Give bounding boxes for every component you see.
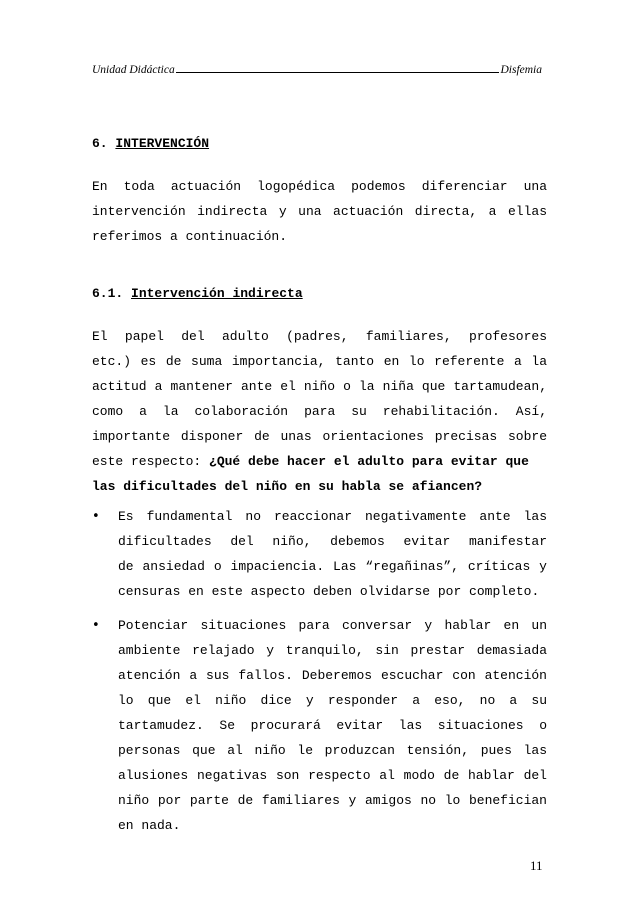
bullet-line: de ansiedad o impaciencia. Las “regañinas”, críticas y: [118, 559, 547, 574]
intro-line: En toda actuación logopédica podemos diferenciar una: [92, 179, 547, 194]
paragraph-text: este respecto:: [92, 454, 210, 469]
bullet-item-conversation: [118, 613, 547, 838]
bullet-line: alusiones negativas son respecto al modo de hablar del: [118, 768, 547, 783]
page-number: 11: [530, 858, 543, 873]
key-question-part2: las dificultades del niño en su habla se afiancen?: [92, 479, 483, 494]
bullet-line: dificultades del niño, debemos evitar manifestar: [118, 534, 547, 549]
intro-line: intervención indirecta y una actuación directa, a ellas: [92, 204, 547, 219]
bullet-icon: •: [92, 509, 100, 524]
paragraph-line: actitud a mantener ante el niño o la niña que tartamudean,: [92, 379, 547, 394]
subsection-heading: [92, 286, 303, 301]
paragraph-line: El papel del adulto (padres, familiares, profesores: [92, 329, 547, 344]
bullet-icon: •: [92, 618, 100, 633]
bullet-line: Potenciar situaciones para conversar y hablar en un: [118, 618, 547, 633]
subsection-number: 6.1.: [92, 286, 124, 301]
section-title: INTERVENCIÓN: [115, 136, 210, 151]
bullet-item-reaction: [118, 504, 547, 604]
intro-line: referimos a continuación.: [92, 229, 288, 244]
bullet-line: en nada.: [118, 818, 181, 833]
paragraph-line-mixed: [92, 449, 547, 474]
bullet-line: personas que al niño le produzcan tensión, pues las: [118, 743, 547, 758]
bullet-line: censuras en este aspecto deben olvidarse por completo.: [118, 584, 540, 599]
bullet-line: lo que el niño dice y responder a eso, no a su: [118, 693, 547, 708]
intro-paragraph: [92, 174, 547, 249]
bullet-line: niño por parte de familiares y amigos no lo benefician: [118, 793, 547, 808]
section-heading: [92, 136, 209, 151]
subsection-title: Intervención indirecta: [131, 286, 303, 301]
bullet-line: Es fundamental no reaccionar negativamente ante las: [118, 509, 547, 524]
header-rule: [176, 72, 500, 73]
paragraph-adult-role: [92, 324, 547, 499]
header-left-text: Unidad Didáctica: [92, 64, 175, 76]
bullet-line: ambiente relajado y tranquilo, sin prestar demasiada: [118, 643, 547, 658]
header-right-text: Disfemia: [500, 64, 542, 76]
running-header: [92, 56, 542, 76]
section-number: 6.: [92, 136, 108, 151]
key-question-part1: ¿Qué debe hacer el adulto para evitar que: [209, 454, 529, 469]
paragraph-line: etc.) es de suma importancia, tanto en lo referente a la: [92, 354, 547, 369]
paragraph-line: importante disponer de unas orientaciones precisas sobre: [92, 429, 547, 444]
bullet-line: tartamudez. Se procurará evitar las situaciones o: [118, 718, 547, 733]
paragraph-line: como a la colaboración para su rehabilitación. Así,: [92, 404, 547, 419]
bullet-line: atención a sus fallos. Deberemos escuchar con atención: [118, 668, 547, 683]
